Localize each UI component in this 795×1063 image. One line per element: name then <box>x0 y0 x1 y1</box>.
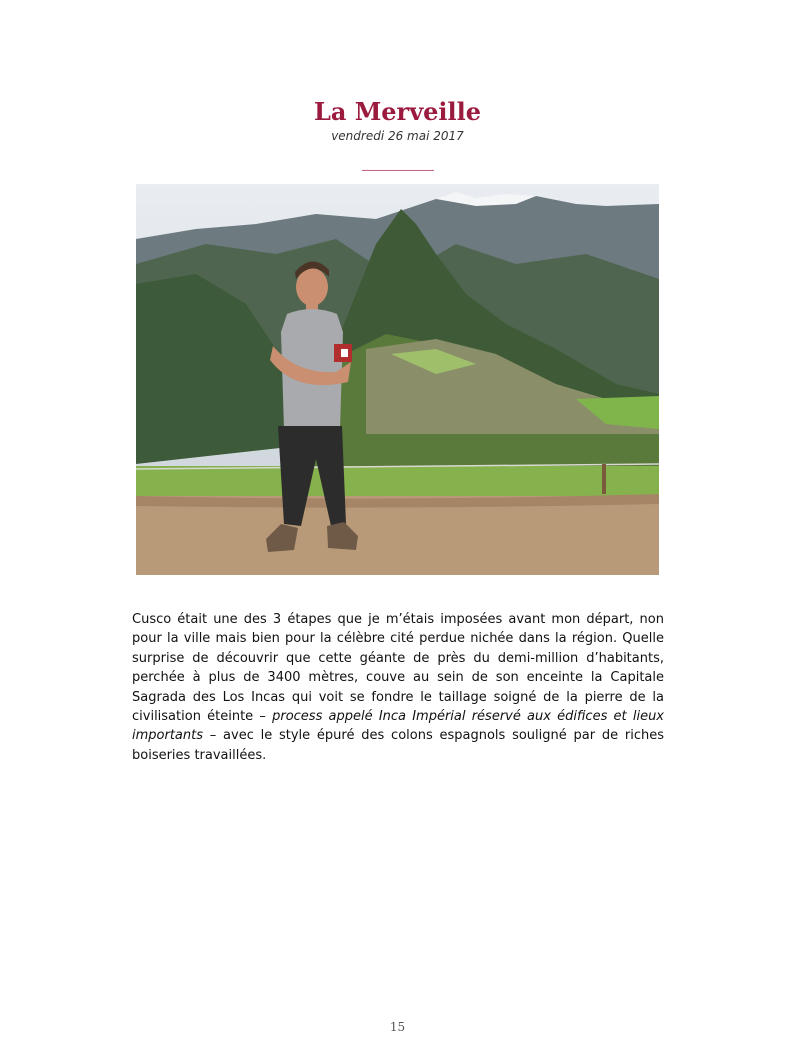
machu-picchu-photo <box>136 184 659 575</box>
page-number: 15 <box>389 1020 406 1034</box>
article-text-end: – avec le style épuré des colons espagnols souligné par de riches boiseries travaillées. <box>132 728 664 763</box>
title-separator: ———————— <box>361 165 434 176</box>
post-date: vendredi 26 mai 2017 <box>331 129 464 143</box>
article-text-start: Cusco était une des 3 étapes que je m’étais imposées avant mon départ, non pour la ville mais bien pour la célèbre cité perdue nichée dans la région. Quelle surprise de découvrir que cette géante de près du demi-million d’habitants, perchée à plus de 3400 mètres, couve au sein de son enceinte la Capitale Sagrada des Los Incas qui voit se fondre le taillage soigné de la pierre de la civilisation éteinte – <box>132 612 664 725</box>
article-paragraph <box>132 610 664 765</box>
page-title: La Merveille <box>313 97 482 126</box>
article-italic-aside: process appelé Inca Impérial réservé aux édifices et lieux importants <box>132 709 664 744</box>
